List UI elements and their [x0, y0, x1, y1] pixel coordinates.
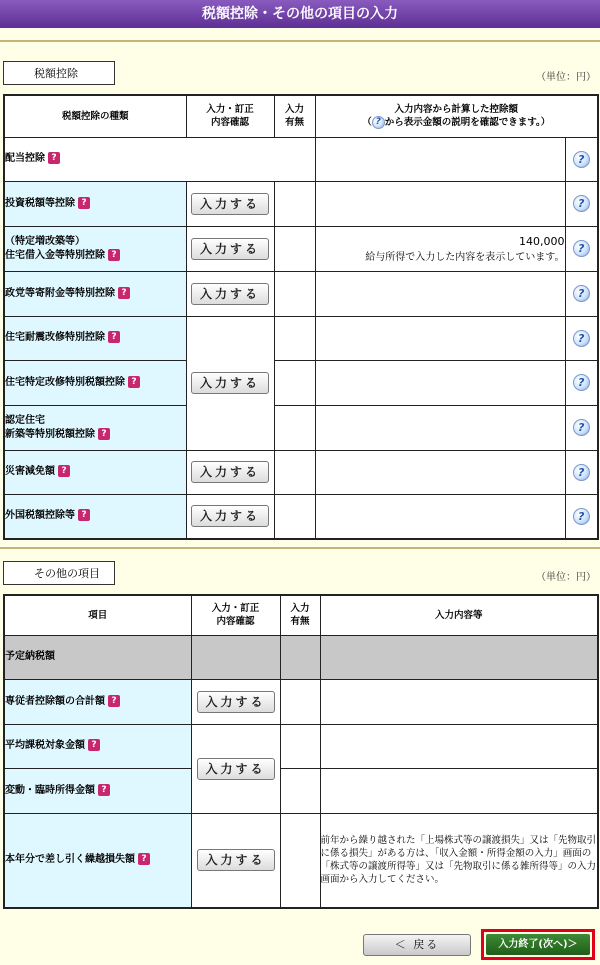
- finish-input-next-button[interactable]: 入力終了(次へ)＞: [486, 934, 590, 955]
- header-content: 入力内容等: [320, 595, 598, 635]
- row-label-specific-renovation-credit: 住宅特定改修特別税額控除 ?: [4, 360, 186, 405]
- question-mark-icon[interactable]: ?: [573, 195, 590, 212]
- button-cell: [186, 226, 274, 271]
- amount-cell: [315, 137, 565, 181]
- question-mark-icon[interactable]: ?: [573, 151, 590, 168]
- button-cell: [186, 271, 274, 316]
- input-button-family-employee-deduction[interactable]: 入力する: [197, 691, 275, 713]
- help-icon[interactable]: ?: [88, 739, 100, 751]
- carryover-loss-note: 前年から繰り越された「上場株式等の譲渡損失」又は「先物取引に係る損失」がある方は、「収入金額・所得金額の入力」画面の「株式等の譲渡所得等」又は「先物取引に係る雑所得等」の入力画面から入力してください。: [320, 813, 598, 908]
- button-cell: [191, 813, 280, 908]
- help-icon[interactable]: ?: [108, 249, 120, 261]
- row-label-family-employee-deduction: 専従者控除額の合計額 ?: [4, 679, 191, 724]
- header-type: 税額控除の種類: [4, 95, 186, 137]
- content-cell: [320, 768, 598, 813]
- input-button-housing-loan-credit[interactable]: 入力する: [191, 238, 269, 260]
- question-mark-icon[interactable]: ?: [573, 464, 590, 481]
- table-row: [4, 360, 598, 405]
- input-button-carryover-loss[interactable]: 入力する: [197, 849, 275, 871]
- table-row: [4, 226, 598, 271]
- row-label-investment-credit: 投資税額等控除 ?: [4, 181, 186, 226]
- button-cell: [191, 635, 280, 679]
- tax-credit-unit: （単位：円）: [536, 72, 596, 83]
- question-mark-icon[interactable]: ?: [573, 240, 590, 257]
- help-cell: [565, 360, 598, 405]
- row-label-certified-housing-credit: 認定住宅 新築等特別税額控除 ?: [4, 405, 186, 450]
- help-icon[interactable]: ?: [78, 197, 90, 209]
- help-icon[interactable]: ?: [78, 509, 90, 521]
- has-input-cell: [274, 494, 315, 539]
- table-row: [4, 494, 598, 539]
- other-items-unit: （単位：円）: [536, 572, 596, 583]
- other-items-section-label: その他の項目: [3, 561, 115, 585]
- other-items-header-row: [4, 595, 598, 635]
- help-cell: [565, 450, 598, 494]
- row-label-housing-loan-credit: （特定増改築等） 住宅借入金等特別控除 ?: [4, 226, 186, 271]
- table-row: [4, 813, 598, 908]
- help-icon[interactable]: ?: [58, 465, 70, 477]
- amount-cell: [315, 226, 565, 271]
- has-input-cell: [280, 724, 320, 768]
- header-has-input: 入力 有無: [280, 595, 320, 635]
- next-button-highlight: [481, 929, 595, 960]
- help-icon[interactable]: ?: [138, 853, 150, 865]
- table-row: [4, 316, 598, 360]
- input-button-foreign-tax-credit[interactable]: 入力する: [191, 505, 269, 527]
- has-input-cell: [280, 635, 320, 679]
- table-row: [4, 405, 598, 450]
- has-input-cell: [280, 813, 320, 908]
- help-icon[interactable]: ?: [118, 287, 130, 299]
- row-label-average-taxation-amount: 平均課税対象金額 ?: [4, 724, 191, 768]
- question-mark-icon: ?: [372, 116, 385, 129]
- row-label-political-donation-credit: 政党等寄附金等特別控除 ?: [4, 271, 186, 316]
- has-input-cell: [280, 679, 320, 724]
- content-cell: [320, 724, 598, 768]
- help-icon[interactable]: ?: [128, 376, 140, 388]
- input-button-average-taxation[interactable]: 入力する: [197, 758, 275, 780]
- tax-credit-table: [3, 94, 599, 540]
- row-label-fluctuating-income: 変動・臨時所得金額 ?: [4, 768, 191, 813]
- question-mark-icon[interactable]: ?: [573, 330, 590, 347]
- amount-cell: [315, 494, 565, 539]
- help-icon[interactable]: ?: [98, 428, 110, 440]
- help-icon[interactable]: ?: [98, 784, 110, 796]
- button-cell: [186, 494, 274, 539]
- header-has-input: 入力 有無: [274, 95, 315, 137]
- row-label-seismic-retrofit-credit: 住宅耐震改修特別控除 ?: [4, 316, 186, 360]
- back-button[interactable]: ＜ 戻る: [363, 934, 471, 956]
- button-cell: [186, 316, 274, 450]
- table-row: [4, 137, 598, 181]
- input-button-disaster-reduction[interactable]: 入力する: [191, 461, 269, 483]
- table-row: [4, 679, 598, 724]
- table-row: [4, 768, 598, 813]
- has-input-cell: [274, 450, 315, 494]
- table-row: [4, 181, 598, 226]
- question-mark-icon[interactable]: ?: [573, 419, 590, 436]
- button-cell: [191, 724, 280, 813]
- table-row: [4, 450, 598, 494]
- has-input-cell: [274, 271, 315, 316]
- has-input-cell: [274, 405, 315, 450]
- housing-loan-amount: 140,000: [519, 234, 565, 248]
- button-cell: [191, 679, 280, 724]
- tax-credit-section-label: 税額控除: [3, 61, 115, 85]
- input-button-political-donation-credit[interactable]: 入力する: [191, 283, 269, 305]
- help-icon[interactable]: ?: [108, 331, 120, 343]
- amount-cell: [315, 181, 565, 226]
- amount-cell: [315, 271, 565, 316]
- has-input-cell: [274, 181, 315, 226]
- amount-cell: [315, 405, 565, 450]
- help-cell: [565, 405, 598, 450]
- question-mark-icon[interactable]: ?: [573, 374, 590, 391]
- header-item: 項目: [4, 595, 191, 635]
- content-cell: [320, 635, 598, 679]
- amount-cell: [315, 450, 565, 494]
- help-cell: [565, 494, 598, 539]
- help-cell: [565, 271, 598, 316]
- help-icon[interactable]: ?: [108, 695, 120, 707]
- table-row: [4, 271, 598, 316]
- input-button-investment-credit[interactable]: 入力する: [191, 193, 269, 215]
- question-mark-icon[interactable]: ?: [573, 285, 590, 302]
- help-cell: [565, 226, 598, 271]
- content-cell: [320, 679, 598, 724]
- row-label-foreign-tax-credit: 外国税額控除等 ?: [4, 494, 186, 539]
- row-label-carryover-loss: 本年分で差し引く繰越損失額 ?: [4, 813, 191, 908]
- divider: [0, 547, 600, 549]
- button-cell: [186, 450, 274, 494]
- table-row: [4, 635, 598, 679]
- help-cell: [565, 181, 598, 226]
- has-input-cell: [280, 768, 320, 813]
- other-items-table: [3, 594, 599, 909]
- tax-credit-header-row: [4, 95, 598, 137]
- has-input-cell: [274, 316, 315, 360]
- question-mark-icon[interactable]: ?: [573, 508, 590, 525]
- divider: [0, 40, 600, 42]
- has-input-cell: [274, 226, 315, 271]
- table-row: [4, 724, 598, 768]
- header-confirm: 入力・訂正 内容確認: [191, 595, 280, 635]
- housing-loan-note: 給与所得で入力した内容を表示しています。: [365, 251, 565, 263]
- header-confirm: 入力・訂正 内容確認: [186, 95, 274, 137]
- help-cell: [565, 316, 598, 360]
- row-label-estimated-tax: 予定納税額: [4, 635, 191, 679]
- amount-cell: [315, 316, 565, 360]
- has-input-cell: [274, 360, 315, 405]
- row-label-dividend-credit: 配当控除 ?: [4, 137, 315, 181]
- row-label-disaster-reduction: 災害減免額 ?: [4, 450, 186, 494]
- help-cell: [565, 137, 598, 181]
- header-calculated-amount: 入力内容から計算した控除額 （ ? から表示金額の説明を確認できます。）: [315, 95, 598, 137]
- help-icon[interactable]: ?: [48, 152, 60, 164]
- button-cell: [186, 181, 274, 226]
- amount-cell: [315, 360, 565, 405]
- input-button-housing-renovation-group[interactable]: 入力する: [191, 372, 269, 394]
- page-title: 税額控除・その他の項目の入力: [0, 0, 600, 28]
